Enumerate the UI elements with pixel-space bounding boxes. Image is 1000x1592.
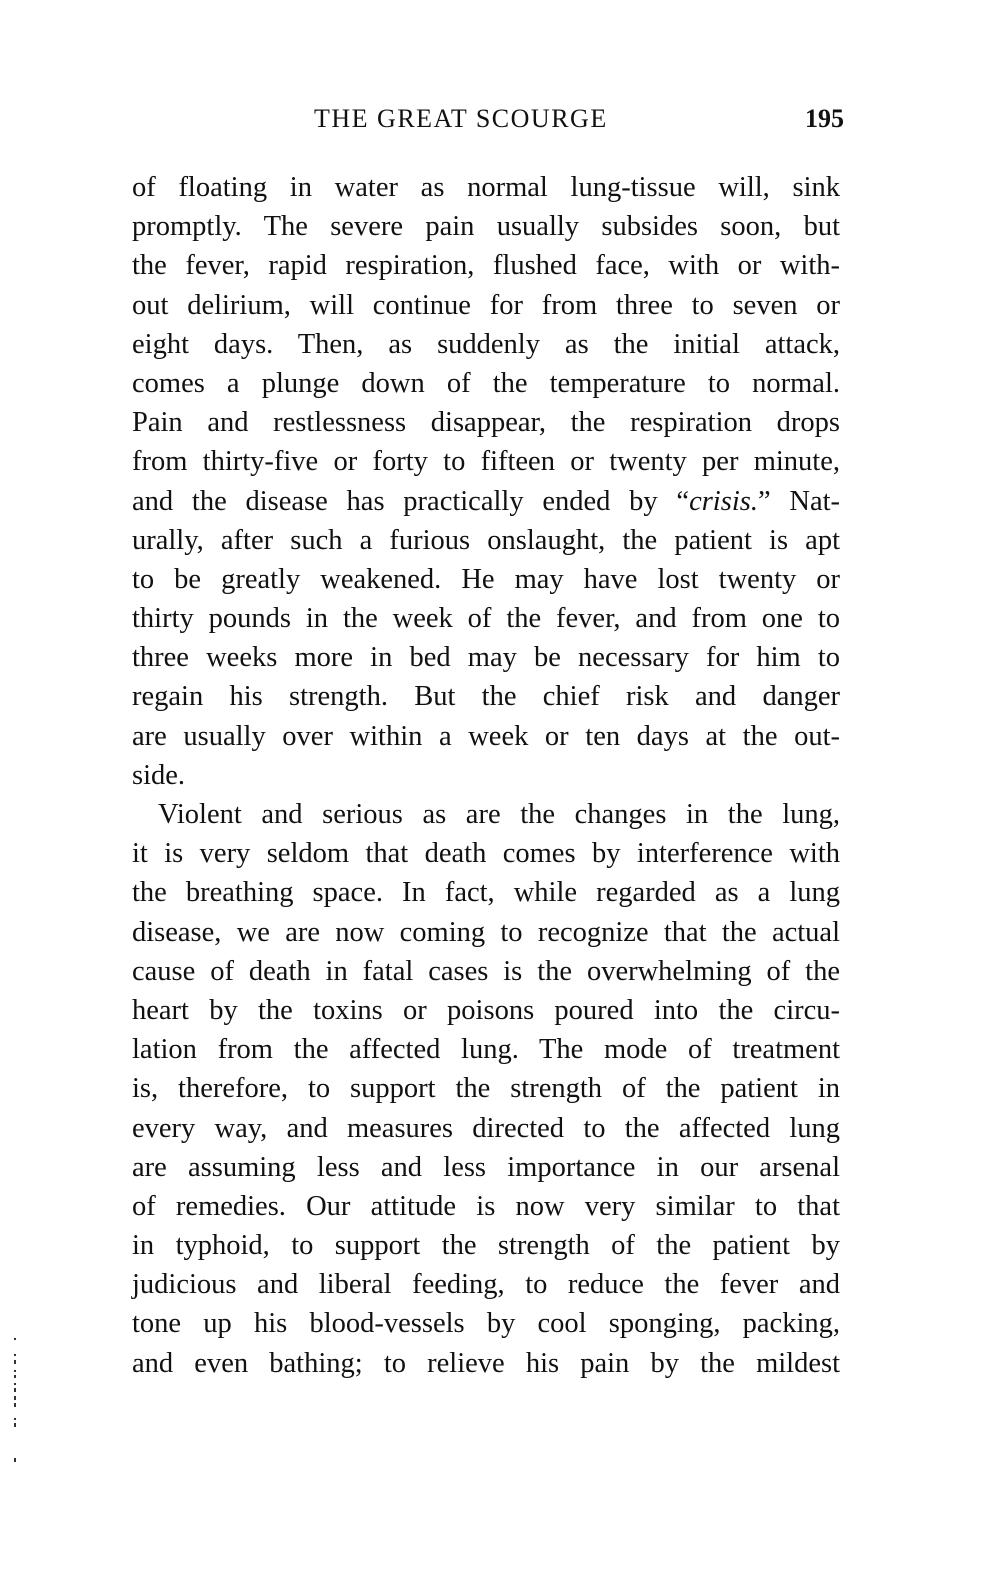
- scan-mark: [14, 1396, 16, 1400]
- scan-mark: [14, 1370, 16, 1372]
- text-line: from thirty-five or forty to fifteen or twenty per minute,: [132, 446, 840, 478]
- scan-mark: [14, 1423, 16, 1427]
- text-line: disease, we are now coming to recognize that the actual: [132, 916, 840, 948]
- text-line: heart by the toxins or poisons poured into the circu-: [132, 994, 840, 1026]
- text-line: urally, after such a furious onslaught, the patient is apt: [132, 524, 840, 556]
- text-line: side.: [132, 759, 186, 791]
- running-title: THE GREAT SCOURGE: [314, 104, 608, 133]
- text-line: three weeks more in bed may be necessary for him to: [132, 642, 840, 674]
- text-line: Pain and restlessness disappear, the respiration drops: [132, 407, 840, 439]
- text-line: [132, 482, 840, 521]
- text-line: promptly. The severe pain usually subsides soon, but: [132, 211, 840, 243]
- scan-mark: [14, 1418, 16, 1420]
- text-line: tone up his blood-vessels by cool sponging, packing,: [132, 1308, 840, 1340]
- scan-margin-marks: [14, 1338, 18, 1468]
- text-line: and even bathing; to relieve his pain by the mildest: [132, 1347, 840, 1379]
- scan-mark: [14, 1383, 16, 1385]
- text-segment: and the disease has practically ended by “: [132, 485, 690, 517]
- scan-mark: [14, 1338, 16, 1340]
- scan-mark: [14, 1388, 16, 1392]
- scan-mark: [14, 1360, 16, 1364]
- text-segment: ” Nat-: [757, 485, 841, 517]
- text-line: cause of death in fatal cases is the overwhelming of the: [132, 955, 840, 987]
- text-line: out delirium, will continue for from three to seven or: [132, 289, 840, 321]
- scan-mark: [14, 1403, 16, 1407]
- text-line: the breathing space. In fact, while regarded as a lung: [132, 877, 840, 909]
- text-line: is, therefore, to support the strength of the patient in: [132, 1073, 840, 1105]
- text-line: every way, and measures directed to the affected lung: [132, 1112, 840, 1144]
- text-line: in typhoid, to support the strength of the patient by: [132, 1230, 840, 1262]
- text-line: eight days. Then, as suddenly as the initial attack,: [132, 328, 840, 360]
- paragraph-2: [132, 795, 840, 1383]
- text-line: to be greatly weakened. He may have lost twenty or: [132, 563, 840, 595]
- scan-mark: [14, 1354, 16, 1356]
- text-line: the fever, rapid respiration, flushed face, with or with-: [132, 250, 840, 282]
- text-line: of floating in water as normal lung-tissue will, sink: [132, 172, 840, 203]
- text-line: thirty pounds in the week of the fever, and from one to: [132, 603, 840, 635]
- text-line: lation from the affected lung. The mode of treatment: [132, 1034, 840, 1066]
- text-line: it is very seldom that death comes by interference with: [132, 838, 840, 870]
- text-line: comes a plunge down of the temperature to normal.: [132, 367, 840, 399]
- text-line: are usually over within a week or ten days at the out-: [132, 720, 840, 752]
- scan-mark: [14, 1458, 16, 1462]
- body-text: [132, 168, 840, 1383]
- italic-term: crisis.: [689, 485, 758, 517]
- page-number: 195: [805, 104, 844, 133]
- running-header: [132, 104, 844, 144]
- text-line: judicious and liberal feeding, to reduce the fever and: [132, 1269, 840, 1301]
- paragraph-1: [132, 168, 840, 795]
- scan-mark: [14, 1375, 16, 1378]
- text-line: of remedies. Our attitude is now very similar to that: [132, 1190, 840, 1222]
- text-line: Violent and serious as are the changes in the lung,: [158, 799, 840, 830]
- text-line: regain his strength. But the chief risk and danger: [132, 681, 840, 713]
- text-line: are assuming less and less importance in our arsenal: [132, 1151, 840, 1183]
